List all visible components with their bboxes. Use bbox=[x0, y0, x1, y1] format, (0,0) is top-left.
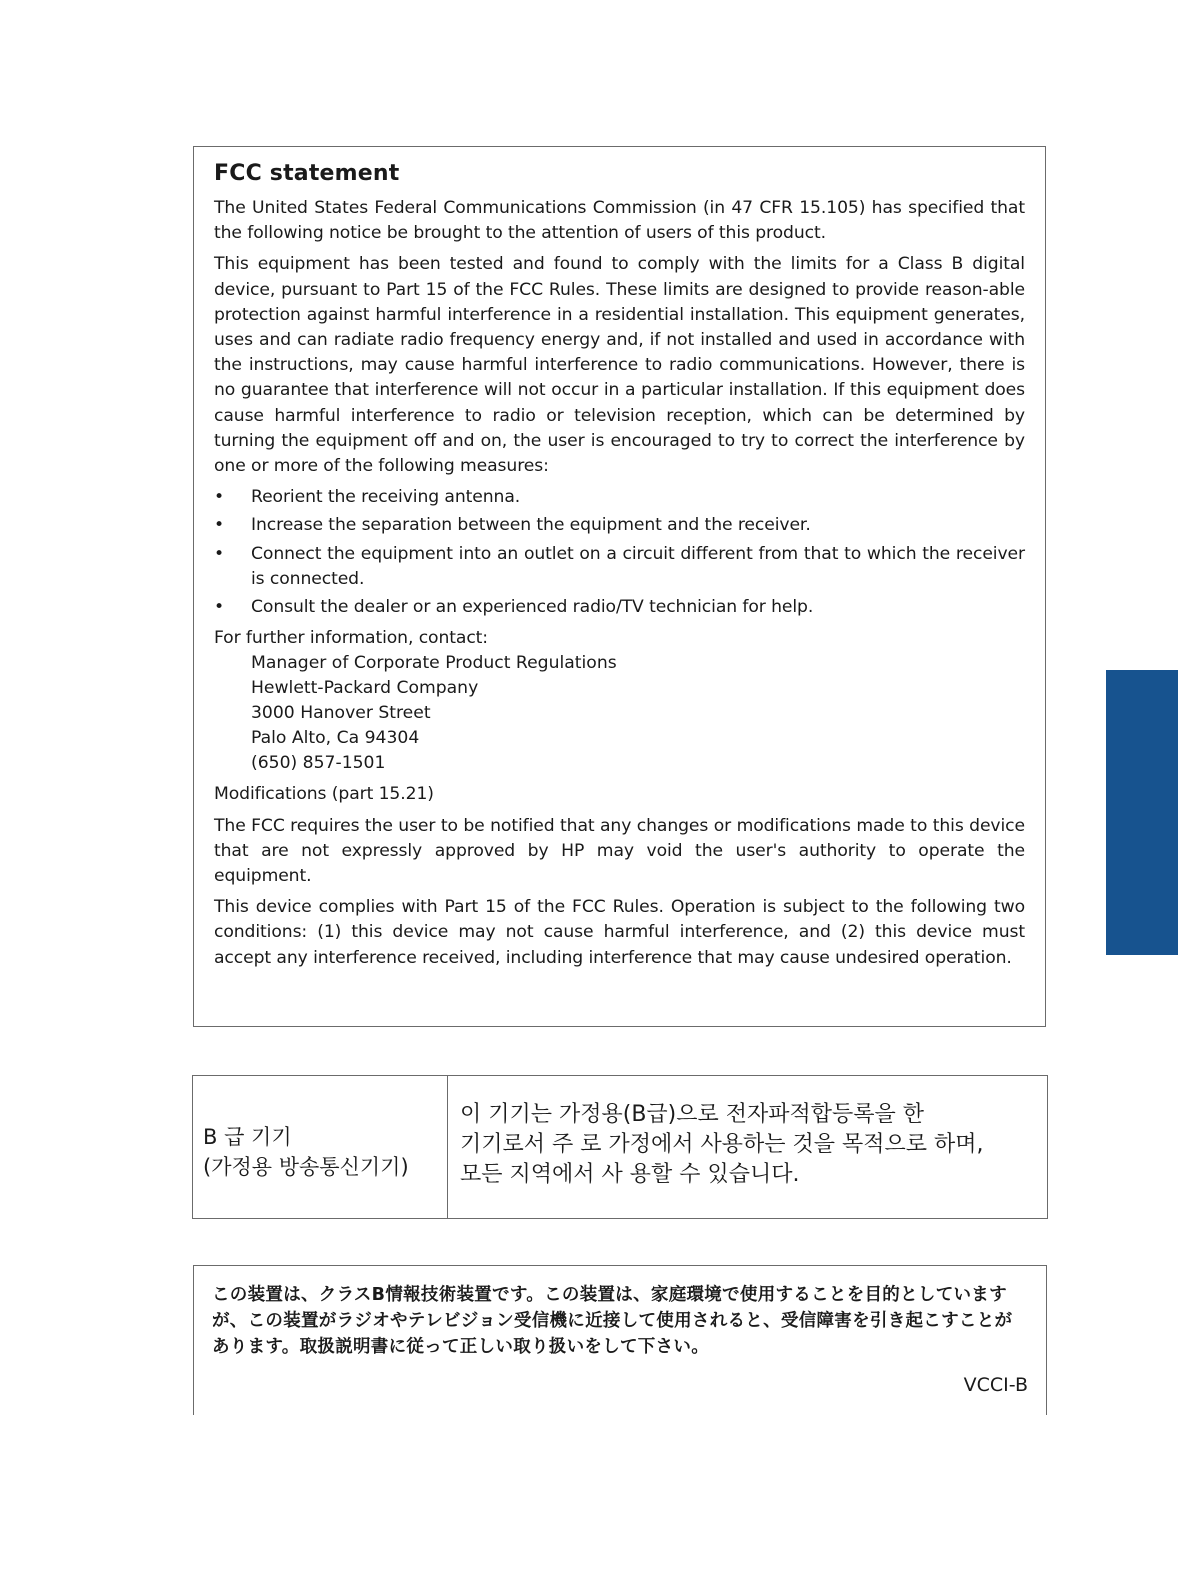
contact-intro: For further information, contact: bbox=[214, 628, 488, 649]
list-item: • Connect the equipment into an outlet on a circuit different from that to which the receiver is connected. bbox=[214, 543, 1025, 589]
bullet-icon: • bbox=[214, 487, 225, 508]
compliance-text: This device complies with Part 15 of the FCC Rules. Operation is subject to the following two conditions: (1) this device may not cause harmful interference, and (2) this device must accept any interference received, including interference that may cause undesired operation. bbox=[214, 897, 1025, 968]
chapter-side-tab bbox=[1106, 670, 1178, 955]
fcc-body: This equipment has been tested and found to comply with the limits for a Class B digital device, pursuant to Part 15 of the FCC Rules. These limits are designed to provide reason-able protection against harmful interference in a residential installation. This equipment generates, uses and can radiate radio frequency energy and, if not installed and used in accordance with the instructions, may cause harmful interference to radio communications. However, there is no guarantee that interference will not occur in a particular installation. If this equipment does cause harmful interference to radio or television reception, which can be determined by turning the equipment off and on, the user is encouraged to try to correct the interference by one or more of the following measures: bbox=[214, 254, 1025, 477]
list-item: • Increase the separation between the equipment and the receiver. bbox=[214, 513, 1025, 538]
fcc-intro: The United States Federal Communications Commission (in 47 CFR 15.105) has specified that the following notice be brought to the attention of users of this product. bbox=[214, 198, 1025, 244]
bullet-icon: • bbox=[214, 515, 225, 536]
korea-notice-cell: 이 기기는 가정용(B급)으로 전자파적합등록을 한 기기로서 주 로 가정에서 사용하는 것을 목적으로 하며, 모든 지역에서 사 용할 수 있습니다. bbox=[460, 1102, 984, 1187]
list-item: • Consult the dealer or an experienced radio/TV technician for help. bbox=[214, 595, 1025, 620]
modifications-heading: Modifications (part 15.21) bbox=[214, 784, 434, 805]
address-line: Hewlett-Packard Company bbox=[251, 678, 479, 699]
fcc-statement-box bbox=[193, 146, 1046, 1027]
vcci-code: VCCI-B bbox=[963, 1374, 1028, 1396]
address-line: Palo Alto, Ca 94304 bbox=[251, 728, 420, 749]
korea-class-cell: B 급 기기 (가정용 방송통신기기) bbox=[193, 1076, 448, 1218]
bullet-icon: • bbox=[214, 543, 225, 564]
vcci-notice-box bbox=[193, 1265, 1047, 1415]
contact-address bbox=[251, 651, 1025, 776]
fcc-title: FCC statement bbox=[214, 161, 400, 186]
address-line: Manager of Corporate Product Regulations bbox=[251, 653, 617, 674]
list-item: • Reorient the receiving antenna. bbox=[214, 485, 1025, 510]
address-line: 3000 Hanover Street bbox=[251, 703, 431, 724]
address-line: (650) 857-1501 bbox=[251, 753, 386, 774]
vcci-text: この装置は、クラスB情報技術装置です。この装置は、家庭環境で使用することを目的としていますが、この装置がラジオやテレビジョン受信機に近接して使用されると、受信障害を引き起こすことがあります。取扱説明書に従って正しい取り扱いをして下さい。 bbox=[212, 1285, 1013, 1357]
measures-list bbox=[214, 485, 1025, 620]
modifications-text: The FCC requires the user to be notified that any changes or modifications made to this device that are not expressly approved by HP may void the user's authority to operate the equipment. bbox=[214, 815, 1025, 887]
bullet-icon: • bbox=[214, 597, 225, 618]
korea-class-b-table bbox=[192, 1075, 1048, 1219]
